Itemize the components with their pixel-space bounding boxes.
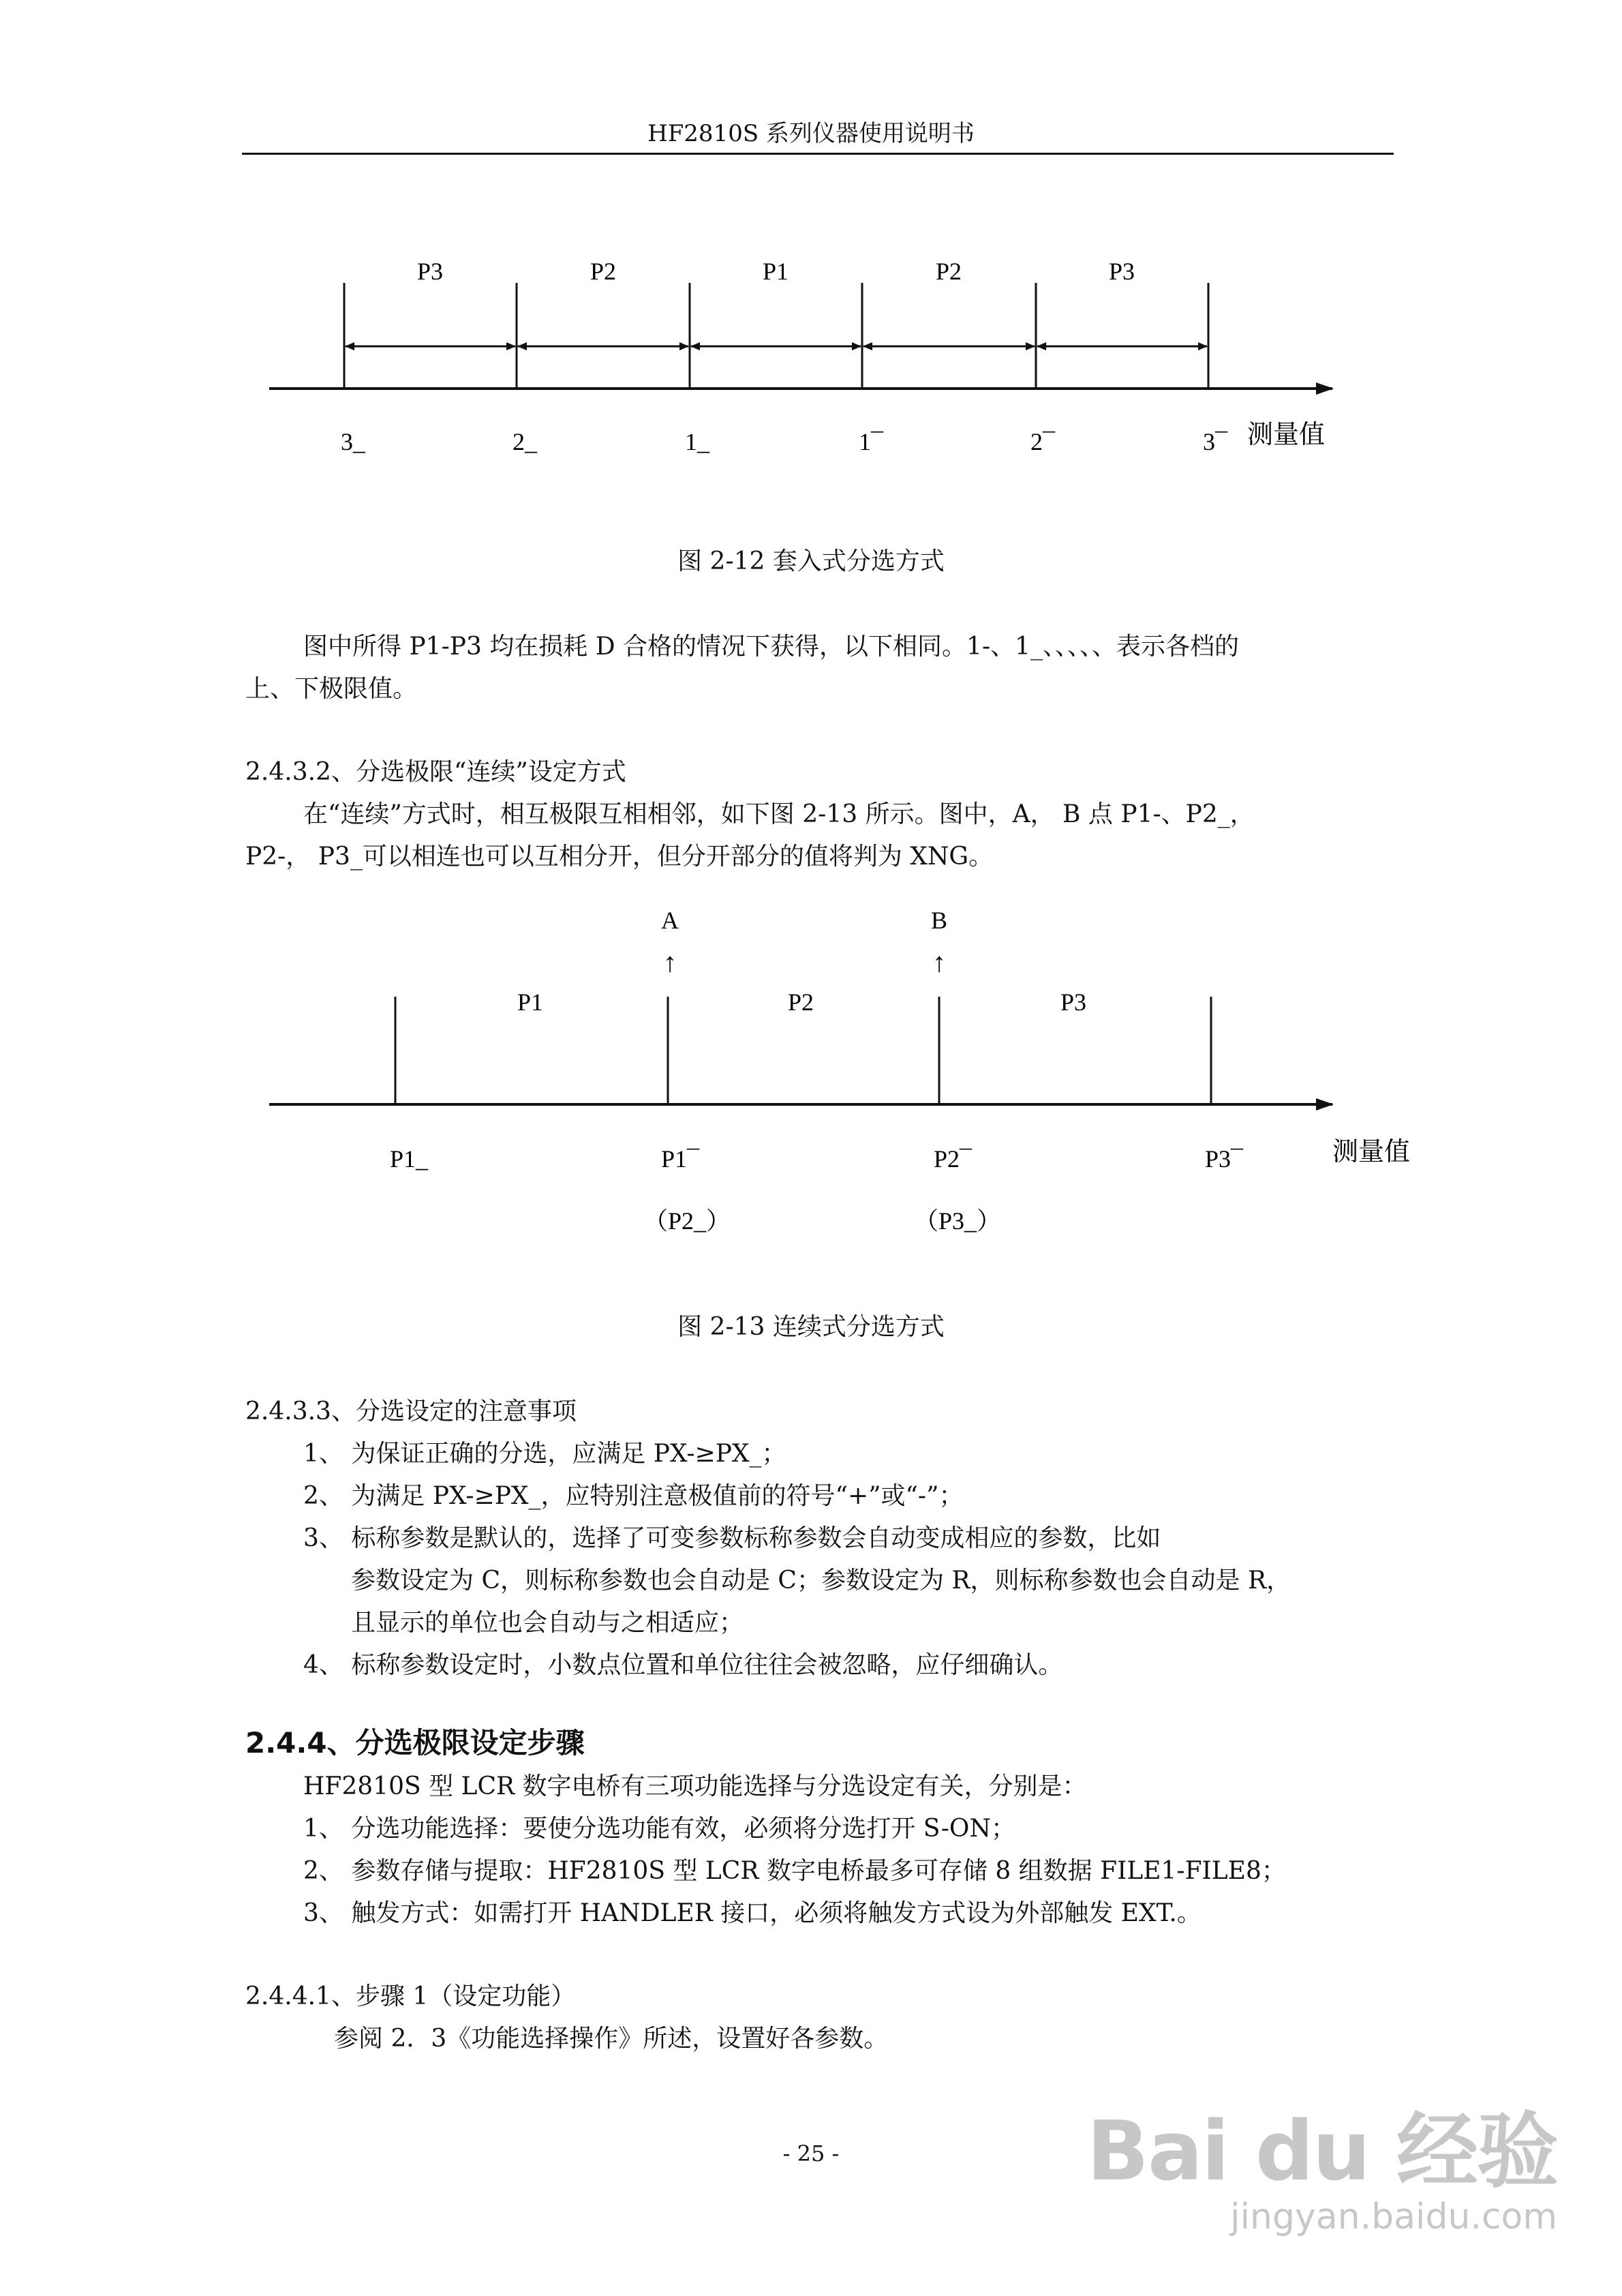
- figure-2-13: [0, 900, 1622, 1254]
- list-item: 3、 触发方式：如需打开 HANDLER 接口，必须将触发方式设为外部触发 EXT.。: [303, 1899, 1202, 1927]
- section-heading-2-4-3-2: 2.4.3.2、分选极限“连续”设定方式: [245, 758, 626, 786]
- fig12-segment-label: P2: [590, 258, 617, 285]
- list-item-continuation: 且显示的单位也会自动与之相适应；: [351, 1609, 744, 1637]
- fig12-tick-label: 1¯: [859, 428, 883, 455]
- figure-2-12-caption: 图 2-12 套入式分选方式: [677, 547, 945, 575]
- list-item: 1、 分选功能选择：要使分选功能有效，必须将分选打开 S-ON；: [303, 1815, 1015, 1843]
- watermark-url: jingyan.baidu.com: [1230, 2196, 1557, 2237]
- paragraph-line: 在“连续”方式时，相互极限互相相邻，如下图 2-13 所示。图中，A， B 点 P1-、P2_，: [303, 800, 1255, 828]
- list-item: 2、 参数存储与提取：HF2810S 型 LCR 数字电桥最多可存储 8 组数据 FILE1-FILE8；: [303, 1857, 1286, 1885]
- figure-2-12: [0, 245, 1622, 491]
- fig12-tick-label: 3_: [341, 428, 365, 455]
- header-title: HF2810S 系列仪器使用说明书: [647, 120, 975, 147]
- list-item: 1、 为保证正确的分选，应满足 PX-≥PX_；: [303, 1440, 786, 1468]
- fig13-tick-label: P1¯: [661, 1145, 700, 1173]
- paragraph-line: 上、下极限值。: [245, 675, 418, 703]
- fig13-up-arrow: ↑: [663, 947, 677, 978]
- fig13-tick-label: P2¯: [934, 1145, 973, 1173]
- fig13-sub-tick-label: （P3_）: [913, 1207, 1002, 1235]
- fig12-tick-label: 1_: [685, 428, 709, 455]
- watermark-logo: Bai du 经验: [1086, 2104, 1557, 2199]
- list-item: 4、 标称参数设定时，小数点位置和单位往往会被忽略，应仔细确认。: [303, 1651, 1063, 1679]
- list-item: 3、 标称参数是默认的，选择了可变参数标称参数会自动变成相应的参数，比如: [303, 1524, 1161, 1552]
- page-number: - 25 -: [782, 2141, 840, 2166]
- section-heading-2-4-4-1: 2.4.4.1、步骤 1（设定功能）: [245, 1982, 576, 2010]
- fig12-axis-label: 测量值: [1247, 421, 1326, 449]
- section-heading-2-4-3-3: 2.4.3.3、分选设定的注意事项: [245, 1398, 577, 1425]
- fig12-segment-label: P2: [935, 258, 962, 285]
- fig13-tick-label: P3¯: [1205, 1145, 1244, 1173]
- fig12-tick-label: 2_: [512, 428, 537, 455]
- fig13-segment-label: P2: [787, 988, 814, 1016]
- fig13-point-b: B: [930, 907, 948, 934]
- header-rule: [242, 153, 1394, 155]
- paragraph-line: P2-， P3_可以相连也可以互相分开，但分开部分的值将判为 XNG。: [245, 843, 994, 871]
- watermark: [1087, 2086, 1557, 2237]
- fig13-sub-tick-label: （P2_）: [643, 1207, 731, 1235]
- fig12-tick-label: 2¯: [1030, 428, 1055, 455]
- paragraph-line: 图中所得 P1-P3 均在损耗 D 合格的情况下获得，以下相同。1-、1_、、、、、表示各档的: [303, 633, 1240, 661]
- fig13-segment-label: P3: [1060, 988, 1087, 1016]
- fig12-tick-label: 3¯: [1203, 428, 1227, 455]
- fig13-axis-label: 测量值: [1332, 1138, 1411, 1166]
- fig12-segment-label: P1: [762, 258, 789, 285]
- fig12-segment-label: P3: [416, 258, 444, 285]
- paragraph-line: 参阅 2．3《功能选择操作》所述，设置好各参数。: [334, 2025, 889, 2053]
- fig13-segment-label: P1: [517, 988, 544, 1016]
- fig13-tick-label: P1_: [390, 1145, 429, 1173]
- paragraph-line: HF2810S 型 LCR 数字电桥有三项功能选择与分选设定有关，分别是：: [303, 1772, 1087, 1800]
- section-heading-2-4-4: 2.4.4、分选极限设定步骤: [245, 1726, 585, 1759]
- list-item-continuation: 参数设定为 C，则标称参数也会自动是 C；参数设定为 R，则标称参数也会自动是 R，: [351, 1567, 1291, 1595]
- fig13-up-arrow: ↑: [932, 947, 946, 978]
- list-item: 2、 为满足 PX-≥PX_，应特别注意极值前的符号“+”或“-”；: [303, 1482, 964, 1510]
- fig12-segment-label: P3: [1108, 258, 1135, 285]
- fig13-point-a: A: [661, 907, 679, 934]
- figure-2-13-caption: 图 2-13 连续式分选方式: [677, 1313, 945, 1341]
